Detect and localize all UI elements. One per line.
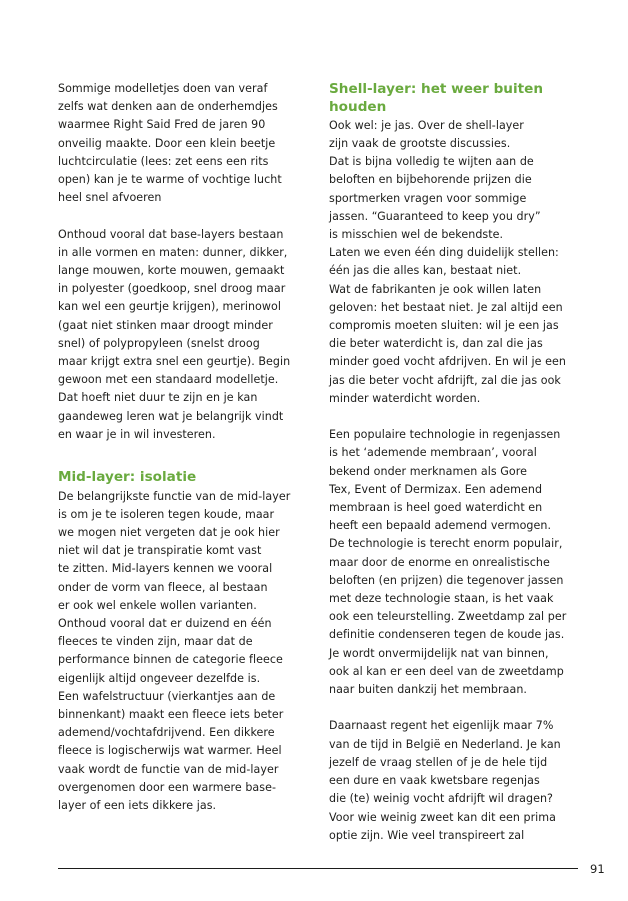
text-line: optie zijn. Wie veel transpireert zal — [329, 828, 525, 842]
text-line: in alle vormen en maten: dunner, dikker, — [58, 245, 288, 259]
text-line: gewoon met een standaard modelletje. — [58, 373, 279, 387]
text-line: Ook wel: je jas. Over de shell-layer — [329, 118, 524, 132]
text-line: Onthoud vooral dat er duizend en één — [58, 617, 272, 631]
text-line: eigenlijk altijd ongeveer dezelfde is. — [58, 671, 261, 685]
text-line: een dure en vaak kwetsbare regenjas — [329, 774, 540, 788]
text-line: layer of een iets dikkere jas. — [58, 799, 217, 813]
text-line: is misschien wel de bekendste. — [329, 228, 504, 242]
left-paragraph-2 — [58, 226, 308, 444]
text-line: jas die beter vocht afdrijft, zal die jas ook — [329, 373, 561, 387]
page-number: 91 — [590, 862, 605, 876]
right-paragraph-1 — [329, 117, 579, 408]
text-line: beloften en bijbehorende prijzen die — [329, 173, 532, 187]
heading-line: Shell-layer: het weer buiten — [329, 81, 544, 97]
right-column — [329, 80, 579, 845]
text-line: Dat hoeft niet duur te zijn en je kan — [58, 391, 258, 405]
left-paragraph-3 — [58, 488, 308, 816]
text-line: niet wil dat je transpiratie komt vast — [58, 544, 262, 558]
text-line: Sommige modelletjes doen van veraf — [58, 82, 268, 95]
heading-shell-layer — [329, 80, 579, 117]
text-line: onder de vorm van fleece, al bestaan — [58, 580, 268, 594]
text-line: waarmee Right Said Fred de jaren 90 — [58, 118, 266, 132]
text-line: is het ‘ademende membraan’, vooral — [329, 446, 537, 460]
text-line: Onthoud vooral dat base-layers bestaan — [58, 227, 284, 241]
left-paragraph-1 — [58, 80, 308, 207]
text-line: Je wordt onvermijdelijk nat van binnen, — [329, 646, 549, 660]
text-line: is om je te isoleren tegen koude, maar — [58, 507, 275, 521]
text-line: sportmerken vragen voor sommige — [329, 191, 527, 205]
paragraph-gap — [58, 444, 308, 462]
text-line: in polyester (goedkoop, snel droog maar — [58, 282, 286, 296]
text-line: Een wafelstructuur (vierkantjes aan de — [58, 689, 276, 703]
text-line: minder goed vocht afdrijven. En wil je een — [329, 355, 566, 369]
text-line: lange mouwen, korte mouwen, gemaakt — [58, 264, 285, 278]
right-paragraph-2 — [329, 426, 579, 699]
text-line: maar krijgt extra snel een geurtje). Begin — [58, 355, 291, 369]
text-line: we mogen niet vergeten dat je ook hier — [58, 526, 280, 540]
text-line: snel) of polypropyleen (snelst droog — [58, 336, 260, 350]
text-line: kan wel een geurtje krijgen), merinowol — [58, 300, 281, 314]
text-line: er ook wel enkele wollen varianten. — [58, 598, 257, 612]
text-line: met deze technologie staan, is het vaak — [329, 592, 554, 606]
text-line: beloften (en prijzen) die tegenover jassen — [329, 573, 564, 587]
text-line: bekend onder merknamen als Gore — [329, 464, 527, 478]
text-line: definitie condenseren tegen de koude jas. — [329, 628, 565, 642]
text-line: die (te) weinig vocht afdrijft wil dragen? — [329, 792, 553, 806]
text-line: van de tijd in België en Nederland. Je kan — [329, 737, 561, 751]
text-line: ademend/vochtafdrijvend. Een dikkere — [58, 726, 275, 740]
text-line: Een populaire technologie in regenjassen — [329, 428, 561, 442]
text-line: Laten we even één ding duidelijk stellen: — [329, 246, 559, 260]
text-line: één jas die alles kan, bestaat niet. — [329, 264, 522, 278]
text-line: Tex, Event of Dermizax. Een ademend — [329, 482, 543, 496]
text-line: fleeces te vinden zijn, maar dat de — [58, 635, 253, 649]
text-line: geloven: het bestaat niet. Je zal altijd een — [329, 300, 563, 314]
text-line: te zitten. Mid-layers kennen we vooral — [58, 562, 273, 576]
text-line: ook een teleurstelling. Zweetdamp zal per — [329, 610, 567, 624]
text-line: jezelf de vraag stellen of je de hele tijd — [329, 755, 548, 769]
text-line: onveilig maakte. Door een klein beetje — [58, 136, 276, 150]
text-line: open) kan je te warme of vochtige lucht — [58, 173, 282, 187]
paragraph-gap — [329, 699, 579, 717]
paragraph-gap — [329, 408, 579, 426]
text-line: zelfs wat denken aan de onderhemdjes — [58, 100, 278, 114]
paragraph-gap — [58, 207, 308, 225]
text-line: membraan is heel goed waterdicht en — [329, 501, 543, 515]
text-line: De belangrijkste functie van de mid-layer — [58, 489, 291, 503]
heading-mid-layer: Mid-layer: isolatie — [58, 469, 197, 486]
text-line: performance binnen de categorie fleece — [58, 653, 283, 667]
text-line: naar buiten dankzij het membraan. — [329, 683, 527, 697]
text-line: binnenkant) maakt een fleece iets beter — [58, 708, 284, 722]
text-line: heel snel afvoeren — [58, 191, 162, 205]
text-line: minder waterdicht worden. — [329, 391, 481, 405]
text-line: jassen. “Guaranteed to keep you dry” — [329, 209, 541, 223]
text-line: maar door de enorme en onrealistische — [329, 555, 550, 569]
text-line: en waar je in wil investeren. — [58, 427, 216, 441]
left-column — [58, 80, 308, 815]
text-line: Voor wie weinig zweet kan dit een prima — [329, 810, 557, 824]
text-line: overgenomen door een warmere base- — [58, 780, 277, 794]
text-line: Daarnaast regent het eigenlijk maar 7% — [329, 719, 554, 733]
text-line: De technologie is terecht enorm populair, — [329, 537, 563, 551]
text-line: die beter waterdicht is, dan zal die jas — [329, 337, 543, 351]
text-line: vaak wordt de functie van de mid-layer — [58, 762, 279, 776]
text-line: luchtcirculatie (lees: zet eens een rits — [58, 154, 269, 168]
heading-line: houden — [329, 99, 387, 116]
text-line: Dat is bijna volledig te wijten aan de — [329, 155, 534, 169]
right-paragraph-3 — [329, 717, 579, 844]
footer-rule — [58, 868, 578, 869]
text-line: (gaat niet stinken maar droogt minder — [58, 318, 273, 332]
text-line: gaandeweg leren wat je belangrijk vindt — [58, 409, 284, 423]
text-line: zijn vaak de grootste discussies. — [329, 137, 511, 151]
text-line: heeft een bepaald ademend vermogen. — [329, 519, 552, 533]
text-line: ook al kan er een deel van de zweetdamp — [329, 664, 564, 678]
text-line: fleece is logischerwijs wat warmer. Heel — [58, 744, 282, 758]
text-line: compromis moeten sluiten: wil je een jas — [329, 319, 559, 333]
text-line: Wat de fabrikanten je ook willen laten — [329, 282, 542, 296]
